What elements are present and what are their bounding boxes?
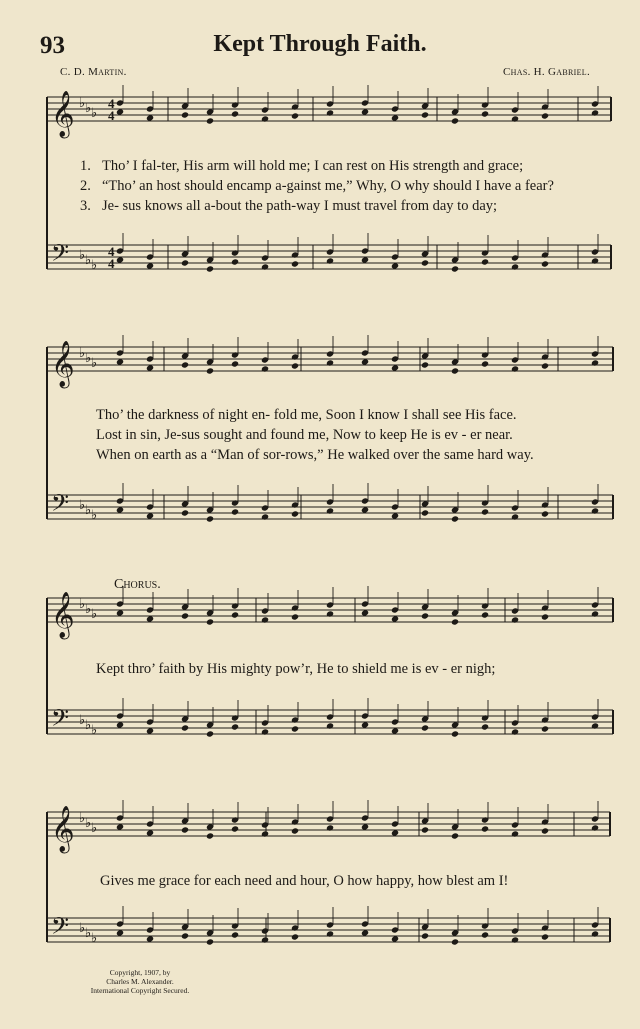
treble-note [421,612,429,619]
flat-sign: ♭ [85,252,92,267]
bass-note [421,509,429,516]
bass-note [481,508,489,515]
composer: Chas. H. Gabriel. [503,66,590,78]
treble-note [291,112,299,119]
hymn-title: Kept Through Faith. [213,31,427,57]
flat-sign: ♭ [85,717,92,732]
bass-note [206,938,214,945]
bass-note [591,257,599,264]
treble-note [231,825,239,832]
bass-note [261,728,269,735]
treble-note [261,365,269,372]
bass-note [206,730,214,737]
time-signature: 4 [108,96,115,111]
bass-note [291,933,299,940]
treble-note [511,616,519,623]
bass-note [181,724,189,731]
treble-note [481,110,489,117]
bass-note [421,932,429,939]
treble-note [451,832,459,839]
treble-note [181,826,189,833]
flat-sign: ♭ [91,257,98,272]
treble-note [481,611,489,618]
lyricist: C. D. Martin. [60,66,127,78]
flat-sign: ♭ [91,820,98,835]
treble-note [541,827,549,834]
bass-note [206,265,214,272]
flat-sign: ♭ [85,100,92,115]
treble-note [421,826,429,833]
treble-note [261,830,269,837]
bass-note [181,509,189,516]
bass-note [231,723,239,730]
treble-note [206,117,214,124]
bass-note [451,938,459,945]
flat-sign: ♭ [79,712,86,727]
bass-note [231,931,239,938]
flat-sign: ♭ [85,502,92,517]
bass-note [261,263,269,270]
bass-note [326,507,334,514]
treble-note [231,360,239,367]
bass-note [481,931,489,938]
treble-note [421,111,429,118]
flat-sign: ♭ [91,507,98,522]
verse-1-line-1: 1. Tho’ I fal-ter, His arm will hold me; I can rest on His strength and grace; [80,158,524,174]
bass-note [541,725,549,732]
treble-note [326,359,334,366]
treble-note [421,361,429,368]
bass-note [451,515,459,522]
treble-note [511,365,519,372]
treble-note [231,611,239,618]
treble-note [326,824,334,831]
bass-note [481,723,489,730]
hymn-number: 93 [40,32,65,59]
treble-note [261,115,269,122]
flat-sign: ♭ [85,815,92,830]
treble-note [181,361,189,368]
flat-sign: ♭ [79,810,86,825]
treble-note [481,825,489,832]
treble-note [541,362,549,369]
flat-sign: ♭ [85,601,92,616]
treble-note [511,830,519,837]
flat-sign: ♭ [91,105,98,120]
bass-note [261,513,269,520]
bass-clef: 𝄢 [51,912,70,945]
treble-note [206,367,214,374]
verse-2-line-1: 2. “Tho’ an host should encamp a-gainst me,” Why, O why should I have a fear? [80,178,554,194]
bass-note [541,510,549,517]
treble-clef: 𝄞 [51,592,75,638]
treble-note [591,359,599,366]
treble-note [541,112,549,119]
flat-sign: ♭ [79,596,86,611]
bass-note [421,724,429,731]
bass-clef: 𝄢 [51,704,70,737]
treble-note [541,613,549,620]
treble-note [291,613,299,620]
time-signature: 4 [108,108,115,123]
treble-note [206,832,214,839]
bass-note [326,930,334,937]
bass-note [291,260,299,267]
treble-note [326,109,334,116]
bass-note [181,932,189,939]
bass-note [206,515,214,522]
flat-sign: ♭ [79,920,86,935]
time-signature: 4 [108,244,115,259]
bass-note [511,263,519,270]
bass-clef: 𝄢 [51,239,70,272]
bass-note [591,930,599,937]
bass-note [326,257,334,264]
treble-note [451,117,459,124]
flat-sign: ♭ [85,350,92,365]
bass-note [451,265,459,272]
verse-3-line-2: When on earth as a “Man of sor-rows,” He walked over the same hard way. [96,447,534,463]
treble-clef: 𝄞 [51,806,75,852]
treble-note [291,827,299,834]
flat-sign: ♭ [79,247,86,262]
treble-note [591,824,599,831]
bass-note [291,725,299,732]
verse-3-line-1: 3. Je- sus knows all a-bout the path-way I must travel from day to day; [80,198,498,214]
treble-note [481,360,489,367]
treble-clef: 𝄞 [51,341,75,387]
treble-note [206,618,214,625]
bass-note [481,258,489,265]
bass-note [511,936,519,943]
treble-note [511,115,519,122]
treble-note [291,362,299,369]
bass-note [231,258,239,265]
treble-note [451,367,459,374]
bass-note [451,730,459,737]
bass-note [291,510,299,517]
flat-sign: ♭ [79,95,86,110]
bass-note [591,722,599,729]
bass-note [591,507,599,514]
treble-note [181,111,189,118]
bass-note [326,722,334,729]
bass-note [261,936,269,943]
chorus-line-2: Gives me grace for each need and hour, O how happy, how blest am I! [100,873,509,889]
flat-sign: ♭ [91,355,98,370]
flat-sign: ♭ [91,722,98,737]
bass-note [541,260,549,267]
flat-sign: ♭ [79,497,86,512]
treble-clef: 𝄞 [51,91,75,137]
treble-note [591,610,599,617]
flat-sign: ♭ [79,345,86,360]
treble-note [591,109,599,116]
chorus-line-1: Kept thro’ faith by His mighty pow’r, He to shield me is ev - er nigh; [96,661,496,677]
bass-note [511,728,519,735]
bass-note [421,259,429,266]
verse-1-line-2: Tho’ the darkness of night en- fold me, Soon I know I shall see His face. [96,407,517,423]
treble-note [181,612,189,619]
verse-2-line-2: Lost in sin, Je-sus sought and found me, Now to keep He is ev - er near. [96,427,513,443]
chorus-label: Chorus. [114,577,161,592]
treble-note [231,110,239,117]
bass-note [231,508,239,515]
flat-sign: ♭ [91,606,98,621]
copyright-notice: Copyright, 1907, by Charles M. Alexander. International Copyright Secured. [90,968,190,995]
bass-note [511,513,519,520]
treble-note [326,610,334,617]
treble-note [451,618,459,625]
flat-sign: ♭ [85,925,92,940]
bass-note [541,933,549,940]
time-signature: 4 [108,256,115,271]
treble-note [261,616,269,623]
bass-clef: 𝄢 [51,489,70,522]
flat-sign: ♭ [91,930,98,945]
bass-note [181,259,189,266]
